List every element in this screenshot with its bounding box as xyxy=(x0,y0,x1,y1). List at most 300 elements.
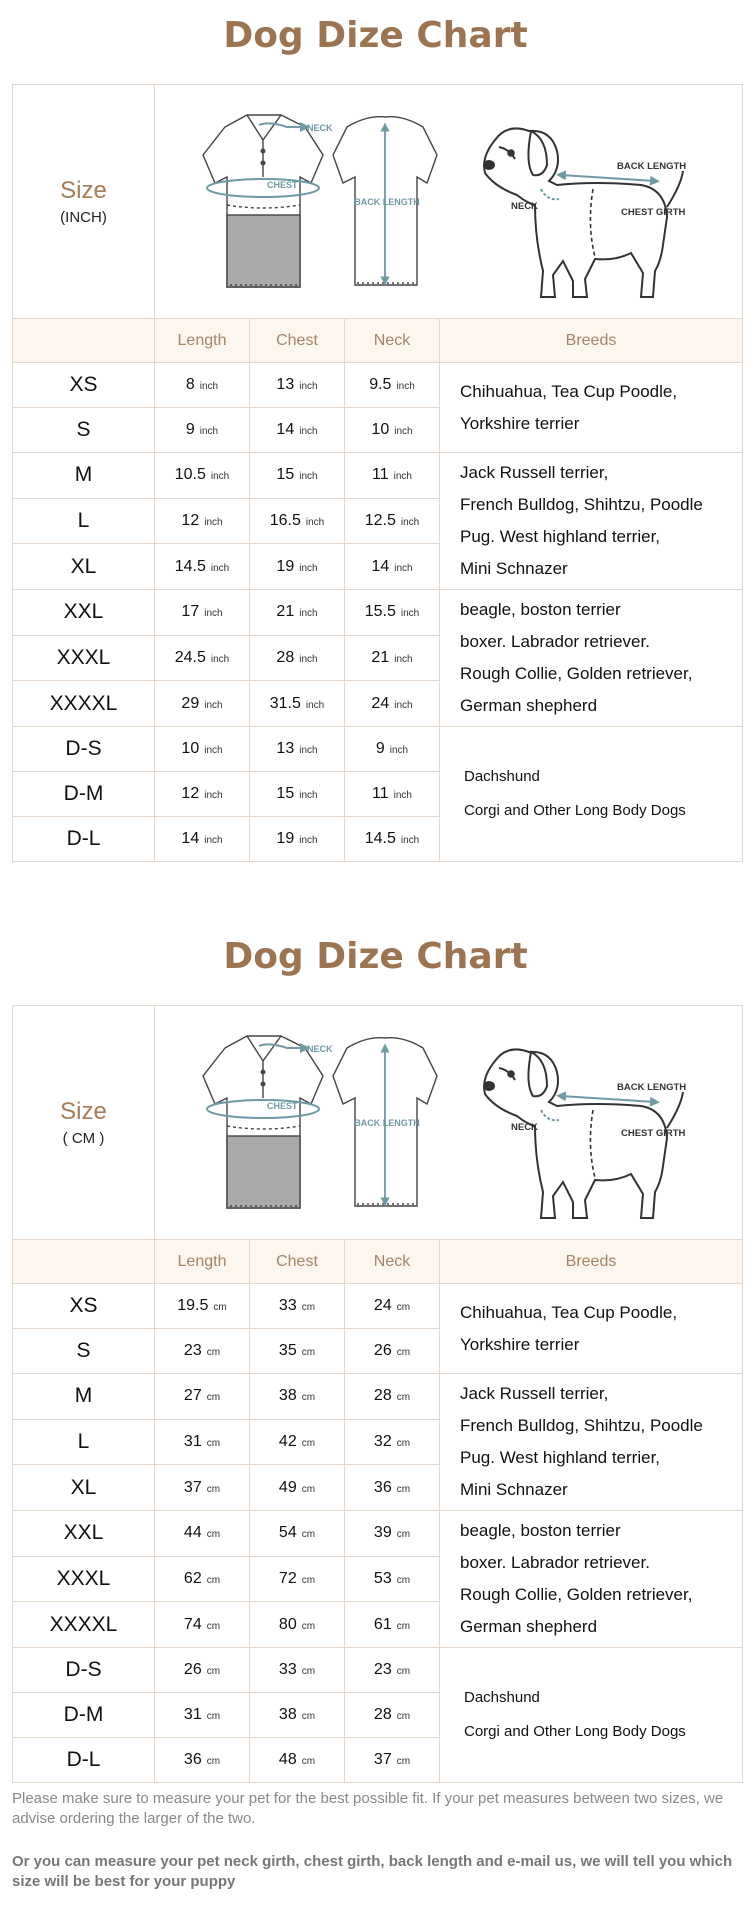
size-heading-cell xyxy=(13,1006,155,1240)
chest-value: 33 xyxy=(278,1661,297,1678)
chest-cell xyxy=(250,727,345,772)
unit-heading: ( CM ) xyxy=(62,1129,105,1147)
neck-value: 53 xyxy=(373,1569,392,1587)
length-cell xyxy=(155,590,250,636)
unit-label: cm xyxy=(301,1756,316,1767)
chest-value: 48 xyxy=(278,1751,297,1768)
chest-label: CHEST xyxy=(267,1101,298,1111)
breed-line: Rough Collie, Golden retriever, xyxy=(460,1585,693,1604)
neck-value: 28 xyxy=(373,1387,392,1405)
size-cell: L xyxy=(13,1419,155,1465)
chest-value: 80 xyxy=(278,1615,297,1633)
length-value: 17 xyxy=(181,603,200,621)
unit-label: cm xyxy=(206,1347,221,1358)
length-value: 26 xyxy=(183,1661,202,1678)
chest-cell xyxy=(250,635,345,681)
unit-label: cm xyxy=(301,1666,316,1677)
neck-value: 9.5 xyxy=(369,376,392,393)
breed-line: Dachshund xyxy=(464,768,540,785)
chest-cell xyxy=(250,1738,345,1783)
chest-cell xyxy=(250,498,345,544)
chest-cell xyxy=(250,1556,345,1602)
chest-cell xyxy=(250,1284,345,1329)
breeds-cell xyxy=(440,1374,743,1511)
size-cell: M xyxy=(13,453,155,499)
unit-label: inch xyxy=(396,381,415,392)
dog-chest-girth-label: CHEST GIRTH xyxy=(621,207,686,218)
chest-cell xyxy=(250,408,345,453)
unit-label: inch xyxy=(299,608,318,620)
unit-label: cm xyxy=(301,1529,316,1541)
chest-cell xyxy=(250,1511,345,1557)
unit-label: cm xyxy=(206,1620,221,1632)
size-cell: D-M xyxy=(13,1693,155,1738)
length-value: 19.5 xyxy=(177,1297,209,1314)
chest-value: 19 xyxy=(276,830,295,847)
unit-label: inch xyxy=(394,562,413,574)
breed-line: German shepherd xyxy=(460,696,598,715)
chart-title: Dog Dize Chart xyxy=(223,936,528,977)
chest-cell xyxy=(250,1329,345,1374)
length-value: 23 xyxy=(183,1342,202,1359)
chest-cell xyxy=(250,544,345,590)
length-value: 8 xyxy=(185,376,195,393)
neck-cell xyxy=(345,408,440,453)
unit-label: inch xyxy=(299,471,318,483)
garment-dog-illustration xyxy=(155,1006,747,1239)
length-value: 10.5 xyxy=(174,466,206,484)
dog-neck-label: NECK xyxy=(511,1122,538,1133)
unit-label: inch xyxy=(305,699,325,711)
chart-title: Dog Dize Chart xyxy=(223,15,528,56)
length-cell xyxy=(155,1329,250,1374)
neck-value: 11 xyxy=(372,785,389,802)
length-value: 62 xyxy=(183,1569,202,1587)
chest-cell xyxy=(250,1419,345,1465)
chest-cell xyxy=(250,1693,345,1738)
neck-value: 39 xyxy=(373,1524,392,1542)
unit-label: cm xyxy=(396,1574,411,1586)
length-cell xyxy=(155,681,250,727)
unit-label: cm xyxy=(206,1483,221,1495)
neck-label-front: NECK xyxy=(307,1044,333,1054)
neck-value: 12.5 xyxy=(364,511,396,529)
breed-line: French Bulldog, Shihtzu, Poodle xyxy=(460,495,703,514)
neck-value: 61 xyxy=(373,1615,392,1633)
length-cell xyxy=(155,1693,250,1738)
neck-cell xyxy=(345,1693,440,1738)
breed-line: beagle, boston terrier xyxy=(460,1521,621,1540)
size-heading: Size xyxy=(60,1097,107,1125)
neck-cell xyxy=(345,817,440,862)
size-cell: D-S xyxy=(13,727,155,772)
neck-cell xyxy=(345,1511,440,1557)
chest-cell xyxy=(250,817,345,862)
size-cell: XS xyxy=(13,363,155,408)
size-cell: XXXXL xyxy=(13,1602,155,1648)
unit-label: cm xyxy=(213,1302,227,1313)
length-value: 31 xyxy=(183,1706,202,1723)
neck-cell xyxy=(345,1602,440,1648)
unit-label: inch xyxy=(305,516,325,528)
unit-label: inch xyxy=(299,790,318,801)
unit-label: inch xyxy=(400,608,420,620)
neck-value: 15.5 xyxy=(364,603,396,621)
length-cell xyxy=(155,1738,250,1783)
neck-value: 14.5 xyxy=(364,830,396,847)
unit-label: inch xyxy=(400,516,420,528)
neck-cell xyxy=(345,1738,440,1783)
unit-heading: (INCH) xyxy=(60,208,107,226)
neck-label-front: NECK xyxy=(307,123,333,133)
length-value: 36 xyxy=(183,1751,202,1768)
neck-cell xyxy=(345,498,440,544)
unit-label: inch xyxy=(204,835,223,846)
unit-label: inch xyxy=(204,699,223,711)
unit-label: inch xyxy=(199,426,219,437)
size-cell: XS xyxy=(13,1284,155,1329)
unit-label: inch xyxy=(393,790,412,801)
chest-value: 16.5 xyxy=(269,511,301,529)
breed-line: boxer. Labrador retriever. xyxy=(460,632,650,651)
neck-value: 24 xyxy=(373,1297,392,1314)
neck-value: 36 xyxy=(373,1478,392,1496)
neck-cell xyxy=(345,1329,440,1374)
unit-label: cm xyxy=(206,1437,221,1449)
size-heading: Size xyxy=(60,176,107,204)
neck-value: 21 xyxy=(371,648,390,666)
unit-label: cm xyxy=(396,1483,411,1495)
breeds-cell xyxy=(440,363,743,453)
size-heading-cell xyxy=(13,85,155,319)
breed-line: Mini Schnazer xyxy=(460,559,568,578)
neck-cell xyxy=(345,453,440,499)
unit-label: inch xyxy=(204,516,223,528)
column-header: Length xyxy=(155,319,250,363)
chest-value: 15 xyxy=(276,466,295,484)
unit-label: inch xyxy=(393,471,412,483)
chest-label: CHEST xyxy=(267,180,298,190)
chest-value: 35 xyxy=(278,1342,297,1359)
unit-label: inch xyxy=(299,835,318,846)
chest-value: 31.5 xyxy=(269,694,301,712)
unit-label: inch xyxy=(400,835,420,846)
length-cell xyxy=(155,772,250,817)
unit-label: inch xyxy=(204,745,223,756)
length-cell xyxy=(155,363,250,408)
size-cell: XXXL xyxy=(13,635,155,681)
neck-value: 32 xyxy=(373,1432,392,1450)
table-row xyxy=(13,590,743,636)
unit-label: cm xyxy=(206,1392,221,1404)
chest-value: 15 xyxy=(276,785,295,802)
chest-cell xyxy=(250,1465,345,1511)
breed-line: Pug. West highland terrier, xyxy=(460,1448,661,1467)
table-row xyxy=(13,727,743,772)
breed-line: German shepherd xyxy=(460,1617,598,1636)
unit-label: inch xyxy=(199,381,219,392)
breed-line: Dachshund xyxy=(464,1689,540,1706)
chest-value: 28 xyxy=(276,648,295,666)
column-header: Breeds xyxy=(440,1240,743,1284)
unit-label: inch xyxy=(389,745,409,756)
chest-cell xyxy=(250,1374,345,1420)
unit-label: inch xyxy=(394,699,413,711)
unit-label: inch xyxy=(210,653,230,665)
breed-line: Chihuahua, Tea Cup Poodle, xyxy=(460,1302,678,1322)
size-cell: D-L xyxy=(13,1738,155,1783)
unit-label: cm xyxy=(206,1529,221,1541)
chest-value: 38 xyxy=(278,1387,297,1405)
length-value: 9 xyxy=(185,421,195,438)
chest-cell xyxy=(250,363,345,408)
size-table xyxy=(12,84,743,862)
size-cell: S xyxy=(13,408,155,453)
neck-cell xyxy=(345,772,440,817)
length-cell xyxy=(155,1465,250,1511)
neck-value: 28 xyxy=(373,1706,392,1723)
length-value: 37 xyxy=(183,1478,202,1496)
unit-label: inch xyxy=(204,608,223,620)
neck-value: 37 xyxy=(373,1751,392,1768)
chest-value: 33 xyxy=(278,1297,297,1314)
back-length-label: BACK LENGTH xyxy=(354,1118,420,1128)
length-value: 29 xyxy=(181,694,200,712)
length-value: 12 xyxy=(181,785,200,802)
unit-label: cm xyxy=(396,1392,411,1404)
chest-value: 38 xyxy=(278,1706,297,1723)
breed-line: boxer. Labrador retriever. xyxy=(460,1553,650,1572)
unit-label: cm xyxy=(396,1756,411,1767)
breed-line: Corgi and Other Long Body Dogs xyxy=(464,1723,686,1740)
chest-value: 72 xyxy=(278,1569,297,1587)
size-cell: S xyxy=(13,1329,155,1374)
size-cell: M xyxy=(13,1374,155,1420)
unit-label: cm xyxy=(301,1620,316,1632)
column-header: Breeds xyxy=(440,319,743,363)
neck-value: 11 xyxy=(372,466,389,484)
size-cell: XL xyxy=(13,1465,155,1511)
length-cell xyxy=(155,1419,250,1465)
neck-cell xyxy=(345,363,440,408)
neck-cell xyxy=(345,544,440,590)
length-value: 12 xyxy=(181,511,200,529)
chest-cell xyxy=(250,453,345,499)
neck-cell xyxy=(345,681,440,727)
table-row xyxy=(13,453,743,499)
length-value: 14.5 xyxy=(174,557,206,575)
unit-label: cm xyxy=(396,1666,411,1677)
unit-label: cm xyxy=(396,1711,411,1722)
unit-label: cm xyxy=(301,1437,316,1449)
breed-line: Jack Russell terrier, xyxy=(460,463,609,482)
breed-line: Pug. West highland terrier, xyxy=(460,527,661,546)
neck-cell xyxy=(345,1374,440,1420)
size-cell: XXL xyxy=(13,590,155,636)
chest-value: 42 xyxy=(278,1432,297,1450)
length-value: 14 xyxy=(181,830,200,847)
unit-label: inch xyxy=(299,745,318,756)
unit-label: inch xyxy=(299,562,318,574)
neck-cell xyxy=(345,1556,440,1602)
chest-value: 49 xyxy=(278,1478,297,1496)
length-cell xyxy=(155,1648,250,1693)
shirt-front-icon xyxy=(203,115,323,287)
contact-note: Or you can measure your pet neck girth, chest girth, back length and e-mail us, we will tell you which size will be best for your puppy xyxy=(12,1853,733,1890)
size-table xyxy=(12,1005,743,1783)
chest-value: 14 xyxy=(276,421,295,438)
unit-label: inch xyxy=(394,426,413,437)
column-header: Chest xyxy=(250,319,345,363)
length-cell xyxy=(155,1374,250,1420)
length-cell xyxy=(155,1284,250,1329)
unit-label: cm xyxy=(301,1347,316,1358)
unit-label: cm xyxy=(206,1756,221,1767)
unit-label: inch xyxy=(394,653,413,665)
header-blank xyxy=(13,1240,155,1284)
neck-value: 14 xyxy=(371,557,390,575)
neck-value: 23 xyxy=(373,1661,392,1678)
breed-line: Jack Russell terrier, xyxy=(460,1384,609,1403)
breeds-cell xyxy=(440,1648,743,1783)
chest-value: 13 xyxy=(276,376,295,393)
breed-line: French Bulldog, Shihtzu, Poodle xyxy=(460,1416,703,1435)
length-cell xyxy=(155,727,250,772)
size-cell: XXL xyxy=(13,1511,155,1557)
neck-cell xyxy=(345,1465,440,1511)
unit-label: cm xyxy=(396,1620,411,1632)
unit-label: cm xyxy=(301,1574,316,1586)
chest-cell xyxy=(250,1648,345,1693)
unit-label: inch xyxy=(299,381,318,392)
length-cell xyxy=(155,544,250,590)
size-cell: D-M xyxy=(13,772,155,817)
chest-value: 54 xyxy=(278,1524,297,1542)
unit-label: cm xyxy=(301,1392,316,1404)
dog-back-arrow-icon xyxy=(561,1096,655,1102)
chest-cell xyxy=(250,1602,345,1648)
neck-cell xyxy=(345,1419,440,1465)
length-cell xyxy=(155,817,250,862)
unit-label: inch xyxy=(299,653,318,665)
column-header: Length xyxy=(155,1240,250,1284)
length-cell xyxy=(155,408,250,453)
neck-cell xyxy=(345,1284,440,1329)
dog-back-length-label: BACK LENGTH xyxy=(617,1082,687,1093)
chest-value: 13 xyxy=(276,740,295,757)
chest-cell xyxy=(250,772,345,817)
unit-label: cm xyxy=(206,1711,221,1722)
table-row xyxy=(13,1284,743,1329)
breed-line: Chihuahua, Tea Cup Poodle, xyxy=(460,381,678,401)
unit-label: inch xyxy=(210,562,230,574)
chest-value: 19 xyxy=(276,557,295,575)
column-header: Neck xyxy=(345,1240,440,1284)
table-row xyxy=(13,1511,743,1557)
unit-label: cm xyxy=(301,1302,316,1313)
table-row xyxy=(13,1374,743,1420)
neck-value: 9 xyxy=(375,740,385,757)
dog-back-arrow-icon xyxy=(561,175,655,181)
illustration-cell xyxy=(155,1006,743,1240)
column-header: Chest xyxy=(250,1240,345,1284)
unit-label: cm xyxy=(206,1666,221,1677)
breeds-cell xyxy=(440,453,743,590)
size-cell: L xyxy=(13,498,155,544)
breeds-cell xyxy=(440,590,743,727)
length-cell xyxy=(155,453,250,499)
length-value: 31 xyxy=(183,1432,202,1450)
breed-line: Mini Schnazer xyxy=(460,1480,568,1499)
size-cell: D-L xyxy=(13,817,155,862)
breed-line: beagle, boston terrier xyxy=(460,600,621,619)
neck-cell xyxy=(345,590,440,636)
length-value: 44 xyxy=(183,1524,202,1542)
length-cell xyxy=(155,1511,250,1557)
length-cell xyxy=(155,498,250,544)
neck-cell xyxy=(345,1648,440,1693)
neck-value: 10 xyxy=(371,421,390,438)
unit-label: inch xyxy=(204,790,223,801)
breeds-cell xyxy=(440,727,743,862)
neck-value: 24 xyxy=(371,694,390,712)
breed-line: Yorkshire terrier xyxy=(460,413,580,433)
chest-cell xyxy=(250,681,345,727)
table-row xyxy=(13,363,743,408)
length-cell xyxy=(155,635,250,681)
unit-label: cm xyxy=(396,1529,411,1541)
chest-cell xyxy=(250,590,345,636)
length-value: 27 xyxy=(183,1387,202,1405)
size-cell: XXXXL xyxy=(13,681,155,727)
size-cell: D-S xyxy=(13,1648,155,1693)
unit-label: cm xyxy=(301,1711,316,1722)
unit-label: cm xyxy=(396,1302,411,1313)
shirt-front-icon xyxy=(203,1036,323,1208)
length-value: 24.5 xyxy=(174,648,206,666)
dog-back-length-label: BACK LENGTH xyxy=(617,161,687,172)
unit-label: cm xyxy=(206,1574,221,1586)
length-cell xyxy=(155,1556,250,1602)
neck-cell xyxy=(345,635,440,681)
dog-chest-girth-label: CHEST GIRTH xyxy=(621,1128,686,1139)
breed-line: Rough Collie, Golden retriever, xyxy=(460,664,693,683)
length-value: 10 xyxy=(181,740,200,757)
length-cell xyxy=(155,1602,250,1648)
breeds-cell xyxy=(440,1284,743,1374)
breeds-cell xyxy=(440,1511,743,1648)
breed-line: Corgi and Other Long Body Dogs xyxy=(464,802,686,819)
unit-label: inch xyxy=(299,426,318,437)
unit-label: inch xyxy=(210,471,230,483)
chest-value: 21 xyxy=(276,603,295,621)
size-cell: XL xyxy=(13,544,155,590)
column-header: Neck xyxy=(345,319,440,363)
garment-dog-illustration xyxy=(155,85,747,318)
table-row xyxy=(13,1648,743,1693)
unit-label: cm xyxy=(396,1437,411,1449)
neck-cell xyxy=(345,727,440,772)
breed-line: Yorkshire terrier xyxy=(460,1334,580,1354)
illustration-cell xyxy=(155,85,743,319)
header-blank xyxy=(13,319,155,363)
dog-neck-label: NECK xyxy=(511,201,538,212)
fit-note: Please make sure to measure your pet for the best possible fit. If your pet measures between two sizes, we advise ordering the larger of the two. xyxy=(12,1790,724,1827)
unit-label: cm xyxy=(396,1347,411,1358)
back-length-label: BACK LENGTH xyxy=(354,197,420,207)
neck-value: 26 xyxy=(373,1342,392,1359)
size-cell: XXXL xyxy=(13,1556,155,1602)
